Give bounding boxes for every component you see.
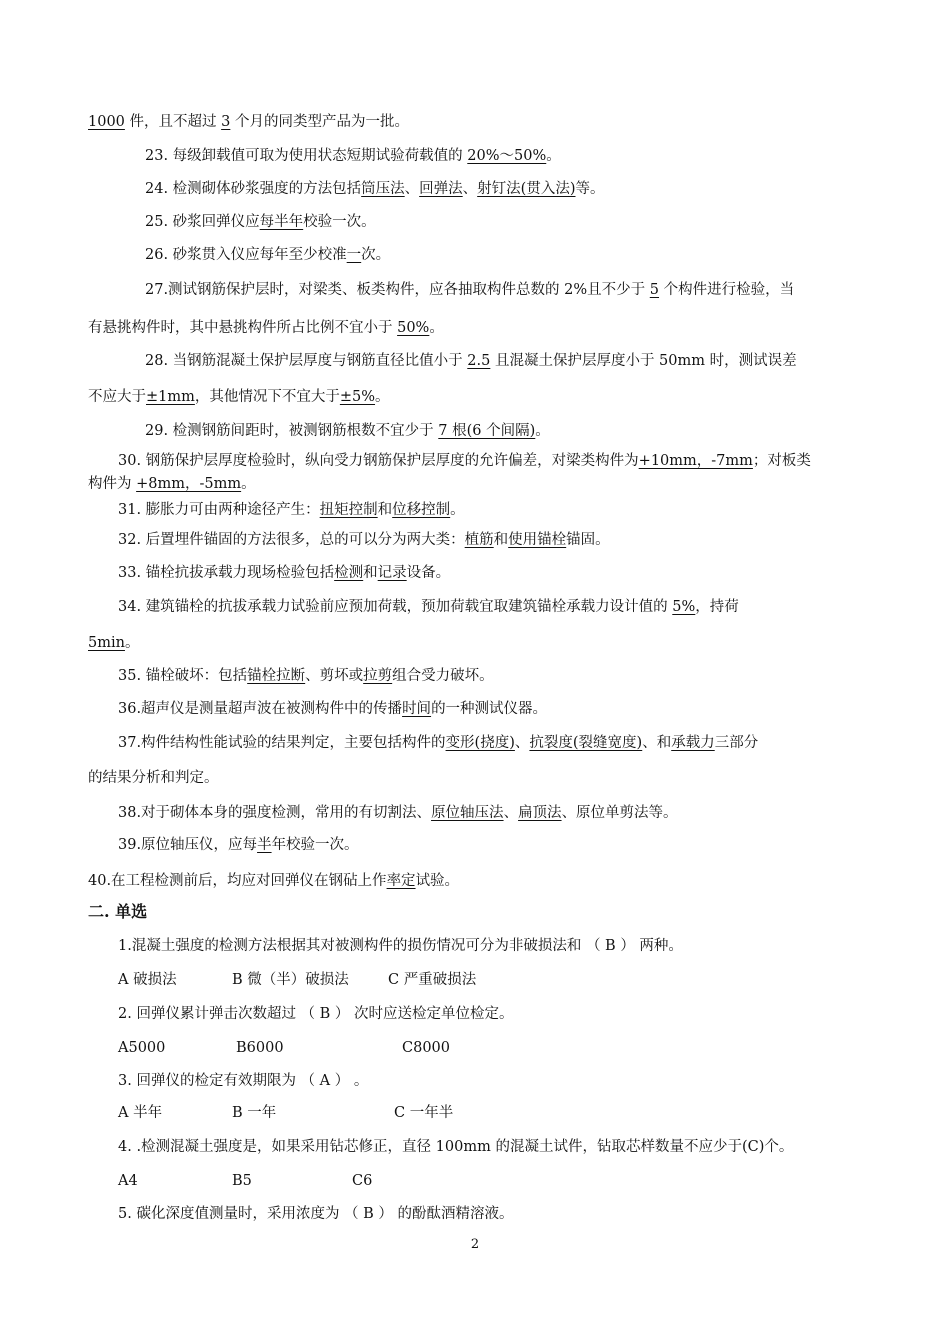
q3-option-a: A 半年 xyxy=(118,1105,163,1121)
q1-option-c: C 严重破损法 xyxy=(388,972,477,988)
line-text: 37.构件结构性能试验的结果判定，主要包括构件的 xyxy=(118,735,446,751)
q2-option-a: A5000 xyxy=(118,1040,166,1056)
page-number: 2 xyxy=(470,1237,480,1252)
q2-option-c: C8000 xyxy=(402,1040,450,1056)
q2-option-b: B6000 xyxy=(236,1040,284,1056)
fill-in-line xyxy=(88,318,444,338)
line-text: 25. 砂浆回弹仪应 xyxy=(145,214,260,230)
answer-blank: 半 xyxy=(257,837,272,853)
fill-in-line xyxy=(145,179,605,199)
line-text: 组合受力破坏。 xyxy=(392,668,494,684)
fill-in-line xyxy=(118,500,465,520)
q1-option-a: A 破损法 xyxy=(118,972,177,988)
fill-in-line xyxy=(118,563,450,583)
line-text: ，持荷 xyxy=(695,599,739,615)
line-text: 40.在工程检测前后，均应对回弹仪在钢砧上作 xyxy=(88,873,387,889)
question-2: 2. 回弹仪累计弹击次数超过 （ B ） 次时应送检定单位检定。 xyxy=(118,1006,514,1022)
question-3: 3. 回弹仪的检定有效期限为 （ A ） 。 xyxy=(118,1073,369,1089)
fill-in-line xyxy=(145,146,561,166)
line-text: 个月的同类型产品为一批。 xyxy=(230,114,409,130)
answer-blank: ±1mm xyxy=(146,389,195,405)
line-text: 的一种测试仪器。 xyxy=(431,701,548,717)
line-text: 、 xyxy=(462,181,478,197)
answer-blank: 5% xyxy=(672,599,696,615)
fill-in-line xyxy=(145,351,797,371)
line-text: 30. 钢筋保护层厚度检验时，纵向受力钢筋保护层厚度的允许偏差，对梁类构件为 xyxy=(118,453,639,469)
line-text: 件，且不超过 xyxy=(124,114,222,130)
answer-blank: 射钉法(贯入法) xyxy=(477,181,576,197)
line-text: 27.测试钢筋保护层时，对梁类、板类构件，应各抽取构件总数的 2%且不少于 xyxy=(145,282,650,298)
line-text: 且混凝土保护层厚度小于 50mm 时，测试误差 xyxy=(490,353,797,369)
line-text: ，其他情况下不宜大于 xyxy=(194,389,340,405)
line-text: 。 xyxy=(450,502,465,518)
answer-blank: 率定 xyxy=(386,873,416,889)
answer-blank: 扭矩控制 xyxy=(319,502,378,518)
line-text: 。 xyxy=(375,389,390,405)
answer-blank: ±5% xyxy=(339,389,376,405)
fill-in-line xyxy=(118,530,610,550)
fill-in-line xyxy=(145,245,390,265)
answer-blank: 20%～50% xyxy=(467,148,547,164)
line-text: 29. 检测钢筋间距时，被测钢筋根数不宜少于 xyxy=(145,423,439,439)
fill-in-line xyxy=(88,387,390,407)
answer-blank: 50% xyxy=(397,320,430,336)
answer-blank: 植筋 xyxy=(464,532,494,548)
question-4: 4. .检测混凝土强度是，如果采用钻芯修正，直径 100mm 的混凝土试件，钻取芯样数量不应少于(C)个。 xyxy=(118,1139,794,1155)
line-text: 33. 锚栓抗拔承载力现场检验包括 xyxy=(118,565,335,581)
line-text: 年校验一次。 xyxy=(271,837,359,853)
line-text: 。 xyxy=(546,148,561,164)
line-text: 构件为 xyxy=(88,476,137,492)
answer-blank: +10mm，-7mm xyxy=(638,453,753,469)
answer-blank: 原位轴压法 xyxy=(431,805,504,821)
line-text: 个构件进行检验，当 xyxy=(659,282,795,298)
line-text: 。 xyxy=(124,635,140,651)
answer-blank: 回弹法 xyxy=(419,181,463,197)
question-1: 1.混凝土强度的检测方法根据其对被测构件的损伤情况可分为非破损法和 （ B ） 两种。 xyxy=(118,938,683,954)
line-text: 23. 每级卸载值可取为使用状态短期试验荷载值的 xyxy=(145,148,468,164)
line-text: 、剪坏或 xyxy=(305,668,364,684)
question-5: 5. 碳化深度值测量时，采用浓度为 （ B ） 的酚酞酒精溶液。 xyxy=(118,1206,514,1222)
fill-in-line xyxy=(118,699,547,719)
line-text: 36.超声仪是测量超声波在被测构件中的传播 xyxy=(118,701,403,717)
line-text: 、 xyxy=(514,735,530,751)
line-text: 三部分 xyxy=(714,735,759,751)
fill-in-line xyxy=(88,474,256,494)
line-text: 试验。 xyxy=(415,873,460,889)
line-text: 校验一次。 xyxy=(303,214,376,230)
fill-in-line xyxy=(118,835,359,855)
line-text: 不应大于 xyxy=(88,389,146,405)
fill-in-line xyxy=(88,112,409,132)
answer-blank: 5 xyxy=(649,282,660,298)
line-text: 、和 xyxy=(642,735,672,751)
line-text: 和 xyxy=(377,502,393,518)
line-text: 38.对于砌体本身的强度检测，常用的有切割法、 xyxy=(118,805,432,821)
line-text: 24. 检测砌体砂浆强度的方法包括 xyxy=(145,181,362,197)
line-text: ；对板类 xyxy=(752,453,811,469)
fill-in-line xyxy=(118,733,758,753)
fill-in-line xyxy=(145,421,550,441)
line-text: 、 xyxy=(404,181,420,197)
answer-blank: 时间 xyxy=(402,701,432,717)
line-text: 等。 xyxy=(575,181,605,197)
fill-in-line xyxy=(118,666,494,686)
q3-option-c: C 一年半 xyxy=(394,1105,454,1121)
answer-blank: 位移控制 xyxy=(392,502,451,518)
answer-blank: 承载力 xyxy=(671,735,715,751)
answer-blank: 筒压法 xyxy=(361,181,405,197)
answer-blank: 抗裂度(裂缝宽度) xyxy=(529,735,643,751)
answer-blank: 5min xyxy=(88,635,125,651)
fill-in-line xyxy=(118,451,811,471)
line-text: 锚固。 xyxy=(566,532,610,548)
answer-blank: 1000 xyxy=(88,114,125,130)
answer-blank: +8mm，-5mm xyxy=(136,476,242,492)
answer-blank: 使用锚栓 xyxy=(508,532,567,548)
line-text: 32. 后置埋件锚固的方法很多，总的可以分为两大类： xyxy=(118,532,465,548)
line-text: 有悬挑构件时，其中悬挑构件所占比例不宜小于 xyxy=(88,320,398,336)
answer-blank: 拉剪 xyxy=(363,668,393,684)
line-text: 的结果分析和判定。 xyxy=(88,770,219,786)
answer-blank: 锚栓拉断 xyxy=(247,668,306,684)
line-text: 和 xyxy=(363,565,378,581)
fill-in-line xyxy=(88,768,219,788)
answer-blank: 检测 xyxy=(334,565,364,581)
line-text: 26. 砂浆贯入仪应每年至少校准 xyxy=(145,247,347,263)
line-text: 、 xyxy=(503,805,519,821)
fill-in-line xyxy=(145,280,794,300)
line-text: 35. 锚栓破坏：包括 xyxy=(118,668,248,684)
q3-option-b: B 一年 xyxy=(232,1105,277,1121)
line-text: 设备。 xyxy=(406,565,451,581)
fill-in-line xyxy=(118,597,739,617)
answer-blank: 2.5 xyxy=(467,353,491,369)
line-text: 34. 建筑锚栓的抗拔承载力试验前应预加荷载，预加荷载宜取建筑锚栓承载力设计值的 xyxy=(118,599,673,615)
line-text: 和 xyxy=(493,532,509,548)
answer-blank: 每半年 xyxy=(259,214,304,230)
answer-blank: 3 xyxy=(221,114,231,130)
fill-in-line xyxy=(118,803,678,823)
line-text: 28. 当钢筋混凝土保护层厚度与钢筋直径比值小于 xyxy=(145,353,468,369)
answer-blank: 扁顶法 xyxy=(518,805,562,821)
answer-blank: 一 xyxy=(346,247,362,263)
answer-blank: 记录 xyxy=(377,565,407,581)
q4-option-b: B5 xyxy=(232,1173,252,1189)
line-text: 31. 膨胀力可由两种途径产生： xyxy=(118,502,320,518)
line-text: 次。 xyxy=(361,247,391,263)
line-text: 。 xyxy=(241,476,256,492)
line-text: 、原位单剪法等。 xyxy=(561,805,678,821)
answer-blank: 7 根(6 个间隔) xyxy=(438,423,536,439)
line-text: 39.原位轴压仪，应每 xyxy=(118,837,258,853)
line-text: 。 xyxy=(535,423,550,439)
fill-in-line xyxy=(88,871,459,891)
q4-option-a: A4 xyxy=(118,1173,138,1189)
answer-blank: 变形(挠度) xyxy=(445,735,515,751)
fill-in-line xyxy=(145,212,376,232)
q4-option-c: C6 xyxy=(352,1173,373,1189)
section-heading: 二. 单选 xyxy=(88,902,148,921)
fill-in-line xyxy=(88,633,139,653)
q1-option-b: B 微（半）破损法 xyxy=(232,972,349,988)
line-text: 。 xyxy=(429,320,444,336)
